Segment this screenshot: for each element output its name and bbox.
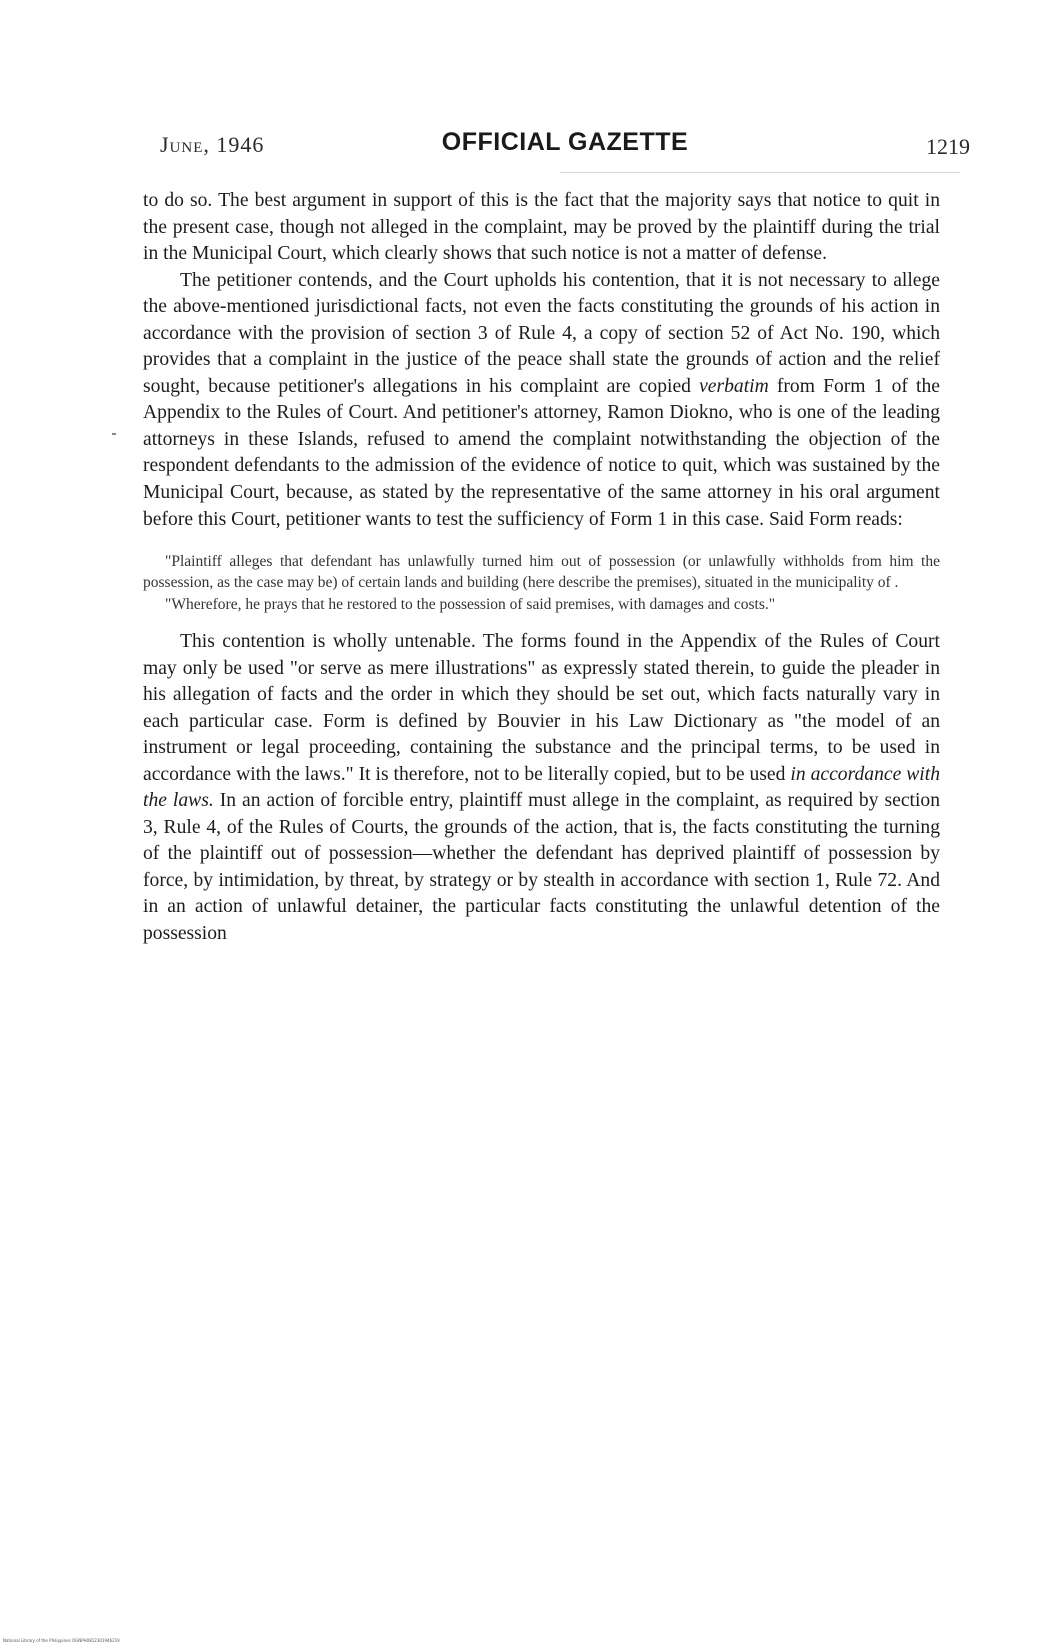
paragraph-untenable bbox=[143, 629, 940, 948]
header-page-number: 1219 bbox=[926, 134, 970, 159]
footer-credit: National Library of the Philippines OGNPH0812301946219 bbox=[3, 1638, 120, 1643]
paragraph-text: from Form 1 of the Appendix to the Rules of Court. And petitioner's attorney, Ramon Diokno, who is one of the leading attorneys in these Islands, refused to amend the complaint notwithstanding the objection of the respondent defendants to the admission of the evidence of notice to quit, which was sustained by the Municipal Court, because, as stated by the representative of the same attorney in his oral argument before this Court, petitioner wants to test the sufficiency of Form 1 in this case. Said Form reads: bbox=[143, 375, 940, 530]
header-date: June, 1946 bbox=[160, 132, 265, 157]
quote-paragraph: "Wherefore, he prays that he restored to the possession of said premises, with damages and costs." bbox=[165, 595, 776, 613]
page-header bbox=[160, 128, 970, 168]
paragraph-text: This contention is wholly untenable. The forms found in the Appendix of the Rules of Court may only be used "or serve as mere illustrations" as expressly stated therein, to guide the pleader in his allegation of facts and the order in which they should be set out, which facts naturally vary in each particular case. Form is defined by Bouvier in his Law Dictionary as "the model of an instrument or legal proceeding, containing the substance and the principal terms, to be used in accordance with the laws." It is therefore, not to be literally copied, but to be used bbox=[143, 631, 940, 785]
header-rule bbox=[560, 172, 960, 173]
header-title: OFFICIAL GAZETTE bbox=[441, 128, 689, 156]
quote-paragraph: "Plaintiff alleges that defendant has unlawfully turned him out of possession (or unlawfully withholds from him the possession, as the case may be) of certain lands and building (here describe the premises), situated in the municipality of . bbox=[143, 553, 940, 592]
paragraph-text: The petitioner contends, and the Court upholds his contention, that it is not necessary to allege the above-mentioned jurisdictional facts, not even the facts constituting the grounds of his action in accordance with the provision of section 3 of Rule 4, a copy of section 52 of Act No. 190, which provides that a complaint in the justice of the peace shall state the grounds of action and the relief sought, because petitioner's allegations in his complaint are copied bbox=[143, 269, 940, 397]
paragraph-text: In an action of forcible entry, plaintiff must allege in the complaint, as required by section 3, Rule 4, of the Rules of Courts, the grounds of the action, that is, the facts constituting the turning of the plaintiff out of possession—whether the defendant has deprived plaintiff of possession by force, by intimidation, by threat, by strategy or by stealth in accordance with section 1, Rule 72. And in an action of unlawful detainer, the particular facts constituting the unlawful detention of the possession bbox=[143, 790, 940, 945]
italic-term: verbatim bbox=[699, 375, 769, 397]
margin-mark bbox=[112, 433, 116, 435]
block-quote-form bbox=[143, 551, 940, 615]
paragraph-continuation: to do so. The best argument in support of this is the fact that the majority says that notice to quit in the present case, though not alleged in the complaint, may be proved by the plaintiff during the trial in the Municipal Court, which clearly shows that such notice is not a matter of defense. bbox=[143, 190, 940, 265]
paragraph-petitioner-contention bbox=[143, 268, 940, 533]
article-body bbox=[143, 188, 940, 948]
italic-term: in accordance with the laws. bbox=[143, 763, 940, 812]
